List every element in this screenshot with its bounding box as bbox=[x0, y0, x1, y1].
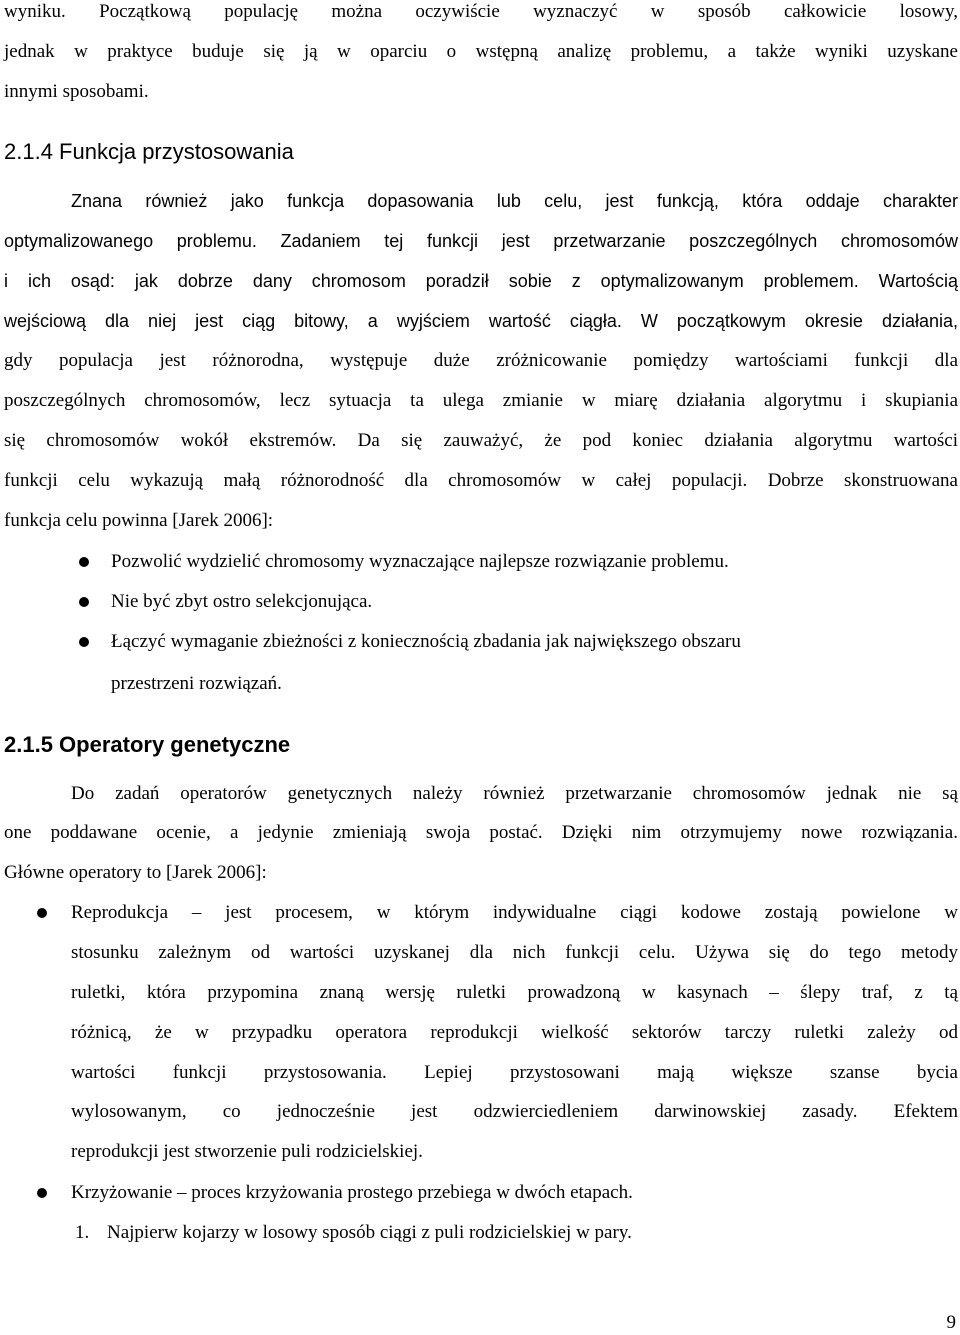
list-item: Nie być zbyt ostro selekcjonująca. bbox=[111, 591, 373, 612]
paragraph-line: optymalizowanego problemu. Zadaniem tej funkcji jest przetwarzanie poszczególnych chromosomów bbox=[4, 231, 958, 251]
numbered-list-item: Najpierw kojarzy w losowy sposób ciągi z puli rodzicielskiej w pary. bbox=[107, 1222, 632, 1243]
list-item-continuation: reprodukcji jest stworzenie puli rodzicielskiej. bbox=[71, 1141, 423, 1162]
intro-line-1: wyniku. Początkową populację można oczywiście wyznaczyć w sposób całkowicie losowy, bbox=[4, 1, 958, 22]
bullet-icon bbox=[37, 908, 47, 918]
list-item-continuation: przestrzeni rozwiązań. bbox=[111, 673, 282, 694]
intro-line-3: innymi sposobami. bbox=[4, 81, 149, 102]
section-heading-2-1-4: 2.1.4 Funkcja przystosowania bbox=[4, 139, 294, 164]
paragraph-line: i ich osąd: jak dobrze dany chromosom poradził sobie z optymalizowanym problemem. Wartością bbox=[4, 271, 958, 291]
paragraph-line: gdy populacja jest różnorodna, występuje duże zróżnicowanie pomiędzy wartościami funkcji dla bbox=[4, 350, 958, 371]
bullet-icon bbox=[79, 557, 89, 567]
list-item: Reprodukcja – jest procesem, w którym indywidualne ciągi kodowe zostają powielone w bbox=[71, 902, 958, 923]
paragraph-line: poszczególnych chromosomów, lecz sytuacja ta ulega zmianie w miarę działania algorytmu i skupiania bbox=[4, 390, 958, 411]
list-item-continuation: wartości funkcji przystosowania. Lepiej przystosowani mają większe szanse bycia bbox=[71, 1062, 958, 1083]
paragraph-line: się chromosomów wokół ekstremów. Da się zauważyć, że pod koniec działania algorytmu wartości bbox=[4, 430, 958, 451]
list-item: Łączyć wymaganie zbieżności z koniecznością zbadania jak największego obszaru bbox=[111, 631, 741, 652]
bullet-icon bbox=[79, 637, 89, 647]
bullet-icon bbox=[37, 1188, 47, 1198]
list-item-continuation: różnicą, że w przypadku operatora reprodukcji wielkość sektorów tarczy ruletki zależy od bbox=[71, 1022, 958, 1043]
list-item: Pozwolić wydzielić chromosomy wyznaczające najlepsze rozwiązanie problemu. bbox=[111, 551, 729, 572]
paragraph-line: wejściową dla niej jest ciąg bitowy, a wyjściem wartość ciągła. W początkowym okresie działania, bbox=[4, 311, 958, 331]
numbered-marker: 1. bbox=[75, 1222, 90, 1243]
page-number: 9 bbox=[946, 1312, 956, 1333]
bullet-icon bbox=[79, 597, 89, 607]
list-item: Krzyżowanie – proces krzyżowania prostego przebiega w dwóch etapach. bbox=[71, 1182, 633, 1203]
list-item-continuation: ruletki, która przypomina znaną wersję ruletki prowadzoną w kasynach – ślepy traf, z tą bbox=[71, 982, 958, 1003]
paragraph-line: funkcja celu powinna [Jarek 2006]: bbox=[4, 510, 274, 531]
paragraph-line: Znana również jako funkcja dopasowania lub celu, jest funkcją, która oddaje charakter bbox=[71, 191, 958, 211]
intro-line-2: jednak w praktyce buduje się ją w oparciu o wstępną analizę problemu, a także wyniki uzyskane bbox=[4, 41, 958, 62]
paragraph-line: one poddawane ocenie, a jedynie zmieniają swoja postać. Dzięki nim otrzymujemy nowe rozwiązania. bbox=[4, 822, 958, 843]
paragraph-line: funkcji celu wykazują małą różnorodność dla chromosomów w całej populacji. Dobrze skonstruowana bbox=[4, 470, 958, 491]
paragraph-line: Główne operatory to [Jarek 2006]: bbox=[4, 862, 267, 883]
list-item-continuation: wylosowanym, co jednocześnie jest odzwierciedleniem darwinowskiej zasady. Efektem bbox=[71, 1101, 958, 1122]
section-heading-2-1-5: 2.1.5 Operatory genetyczne bbox=[4, 732, 291, 757]
paragraph-line: Do zadań operatorów genetycznych należy również przetwarzanie chromosomów jednak nie są bbox=[71, 783, 958, 804]
list-item-continuation: stosunku zależnym od wartości uzyskanej dla nich funkcji celu. Używa się do tego metody bbox=[71, 942, 958, 963]
